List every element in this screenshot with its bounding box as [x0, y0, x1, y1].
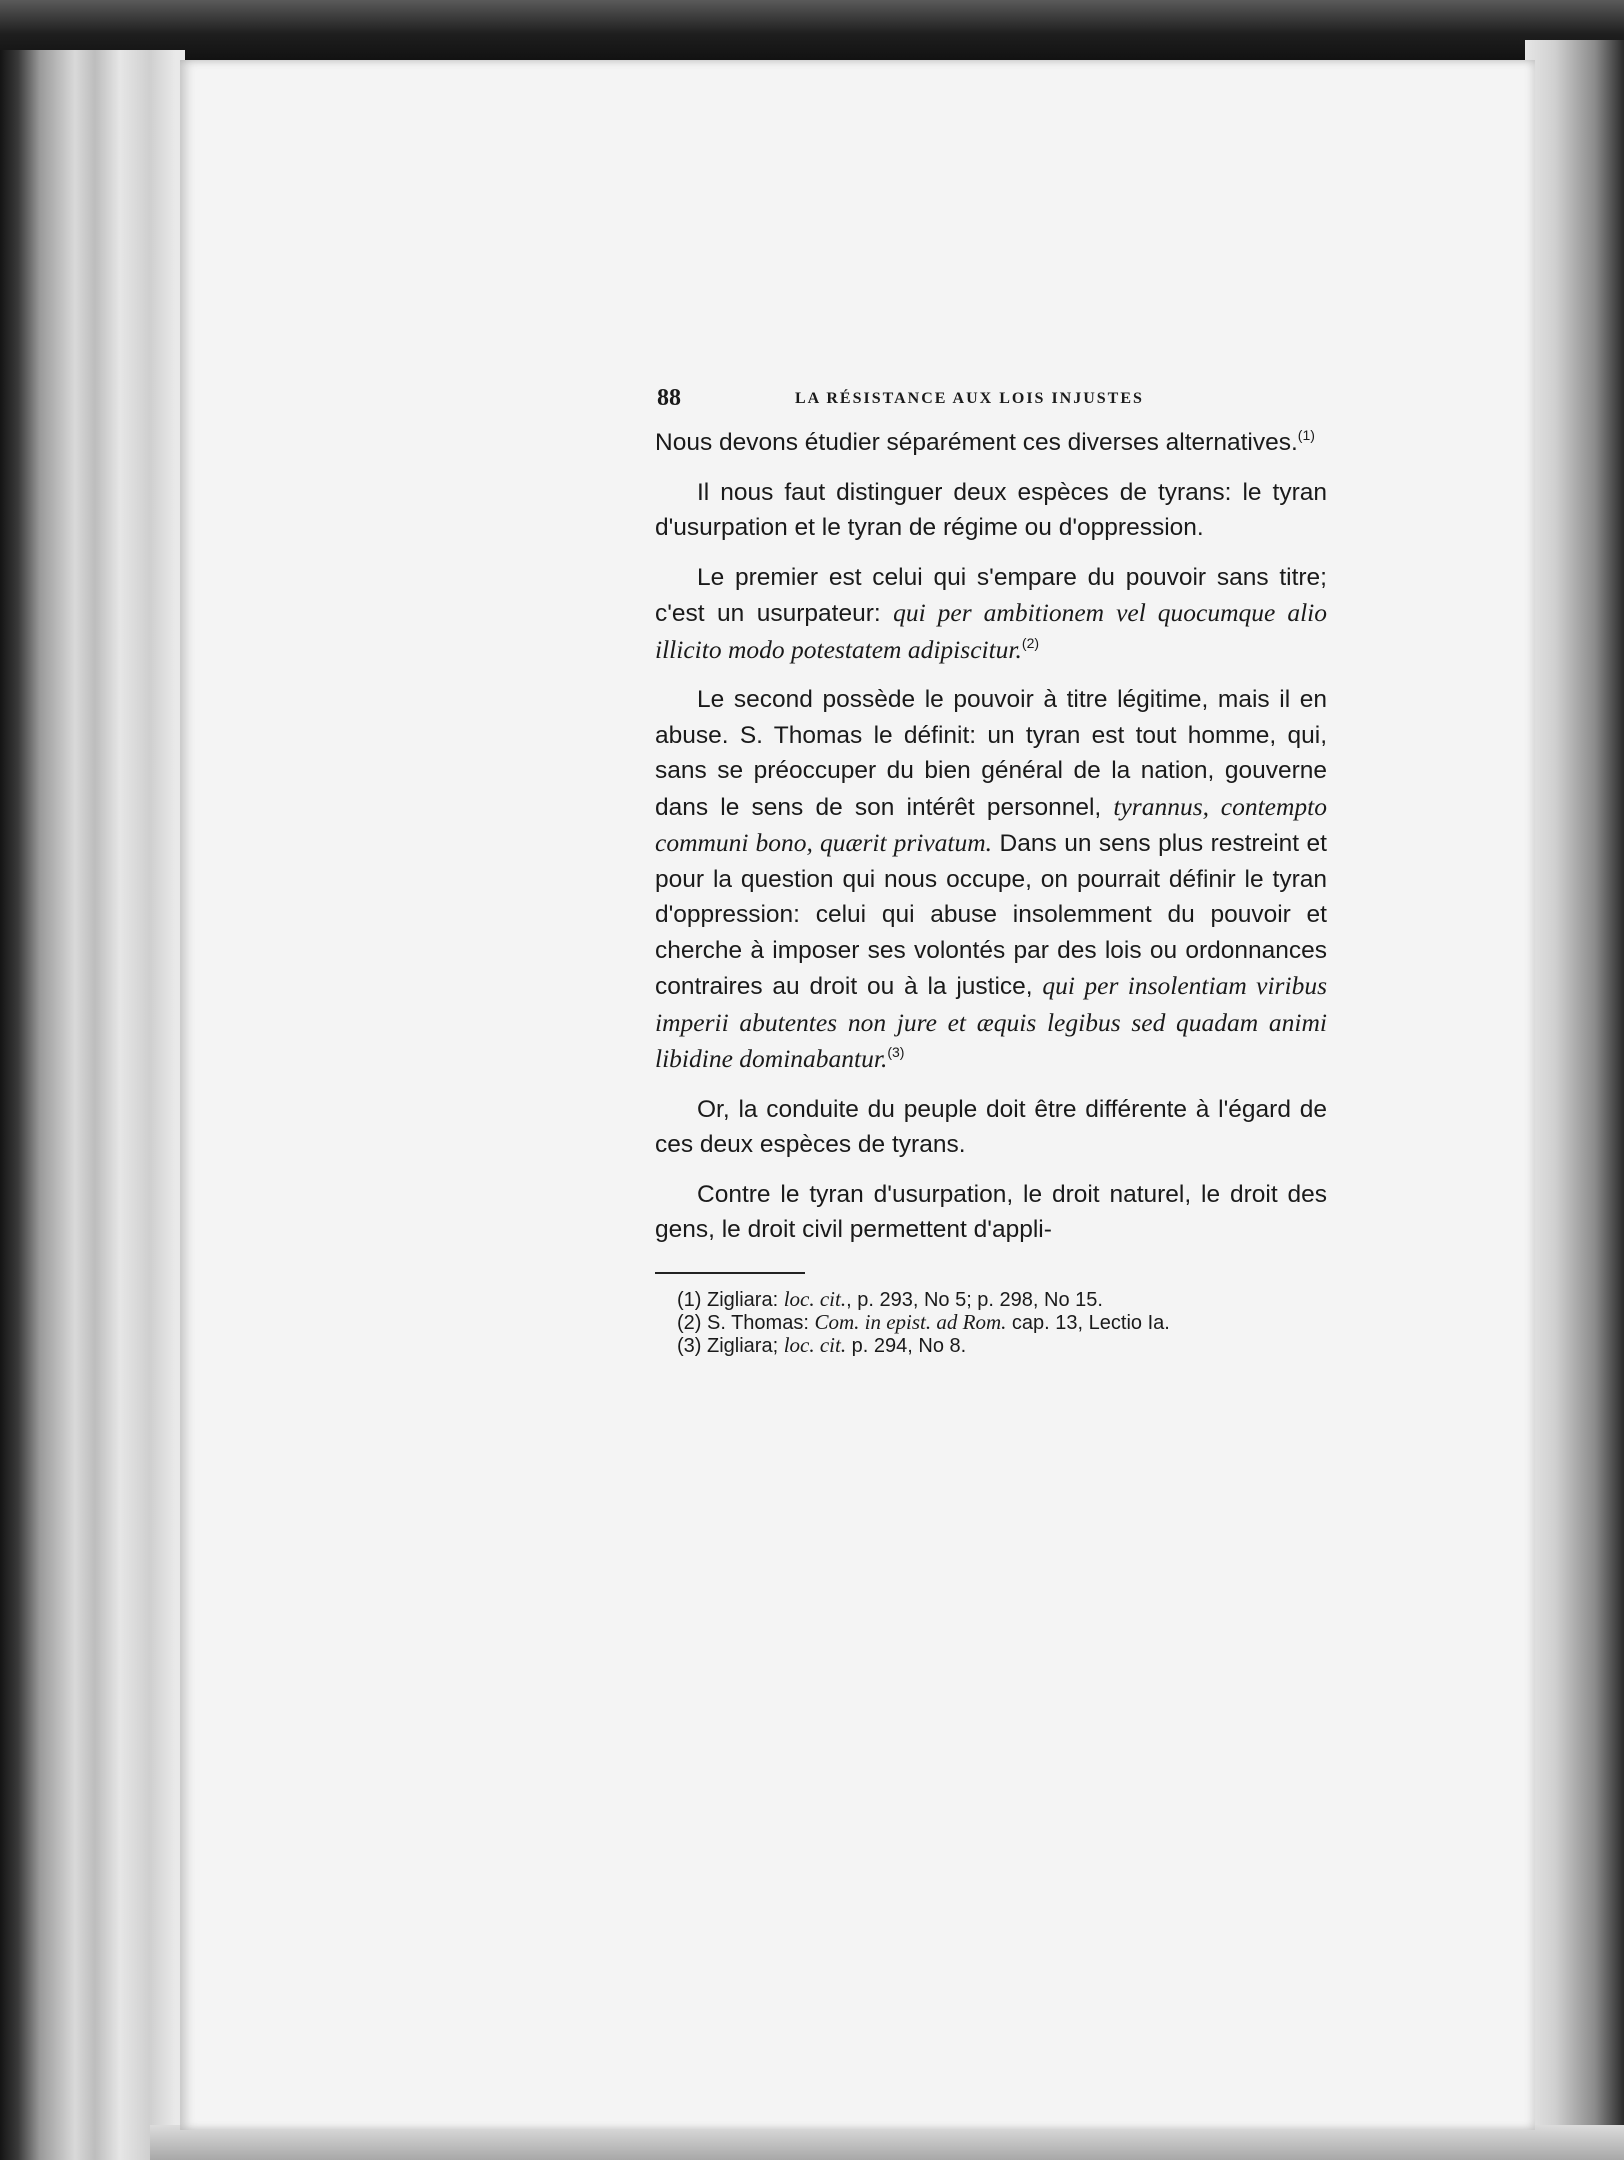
- footnote: [677, 1334, 1327, 1357]
- paragraph-text: Le second possède le pouvoir à titre légitime, mais il en abuse. S. Thomas le définit: un tyran est tout homme, qui, sans se préoccuper du bien général de la nation, gouverne dans le sens de son intérêt personnel,: [655, 686, 1327, 821]
- paragraph-footnote-ref: (2): [1021, 634, 1040, 651]
- paragraph: [655, 682, 1327, 1078]
- paragraph-text: Le premier est celui qui s'empare du pouvoir sans titre; c'est un usurpateur:: [655, 563, 1327, 627]
- paragraph-footnote-ref: (3): [887, 1044, 905, 1060]
- footnote: [677, 1288, 1327, 1311]
- footnote-text: (3) Zigliara;: [677, 1334, 784, 1357]
- running-title: LA RÉSISTANCE AUX LOIS INJUSTES: [795, 390, 1144, 407]
- book-gutter-edge: [0, 50, 185, 2160]
- paragraph: [655, 1092, 1327, 1163]
- footnote-latin-text: loc. cit.: [783, 1332, 847, 1357]
- paragraph: [655, 560, 1327, 669]
- footnotes: [655, 1288, 1327, 1357]
- paragraph-text: Or, la conduite du peuple doit être différente à l'égard de ces deux espèces de tyrans.: [655, 1095, 1327, 1158]
- footnote-latin-text: loc. cit.: [783, 1286, 847, 1311]
- paragraph-text: Contre le tyran d'usurpation, le droit naturel, le droit des gens, le droit civil permettent d'appli-: [655, 1180, 1327, 1243]
- paragraph-latin-text: qui per ambitionem vel quocumque alio illicito modo potestatem adipiscitur.: [655, 598, 1328, 664]
- footnote-text: p. 294, No 8.: [846, 1334, 967, 1357]
- footnote-text: cap. 13, Lectio Ia.: [1006, 1311, 1170, 1334]
- footnote-text: (1) Zigliara:: [677, 1288, 784, 1311]
- paragraph-latin-text: tyrannus, contempto communi bono, quærit privatum.: [655, 791, 1327, 857]
- scan-top-edge: [0, 0, 1624, 62]
- scan-bottom-edge: [150, 2125, 1624, 2160]
- book-fore-edge: [1525, 40, 1624, 2160]
- paragraph-text: Nous devons étudier séparément ces diverses alternatives.: [655, 429, 1298, 456]
- page-number: 88: [657, 385, 681, 411]
- paragraph: [655, 425, 1327, 461]
- paragraph-footnote-ref: (1): [1297, 427, 1315, 443]
- paragraph-text: Il nous faut distinguer deux espèces de tyrans: le tyran d'usurpation et le tyran de régime ou d'oppression.: [655, 478, 1327, 541]
- paragraph-latin-text: qui per insolentiam viribus imperii abutentes non jure et æquis legibus sed quadam animi libidine dominabantur.: [655, 971, 1327, 1073]
- footnote: [677, 1311, 1327, 1334]
- footnote-separator: [655, 1272, 805, 1274]
- paragraph: [655, 475, 1327, 546]
- text-block: [655, 385, 1327, 1357]
- body-text: [655, 425, 1327, 1248]
- paragraph: [655, 1177, 1327, 1248]
- footnote-text: , p. 293, No 5; p. 298, No 15.: [846, 1288, 1103, 1311]
- paragraph-text: Dans un sens plus restreint et pour la question qui nous occupe, on pourrait définir le tyran d'oppression: celui qui abuse insolemment du pouvoir et cherche à imposer ses volontés par des lois ou ordonnances contraires au droit ou à la justice,: [655, 830, 1327, 1000]
- footnote-text: (2) S. Thomas:: [677, 1311, 815, 1334]
- footnote-latin-text: Com. in epist. ad Rom.: [814, 1309, 1007, 1334]
- running-head: [655, 385, 1327, 425]
